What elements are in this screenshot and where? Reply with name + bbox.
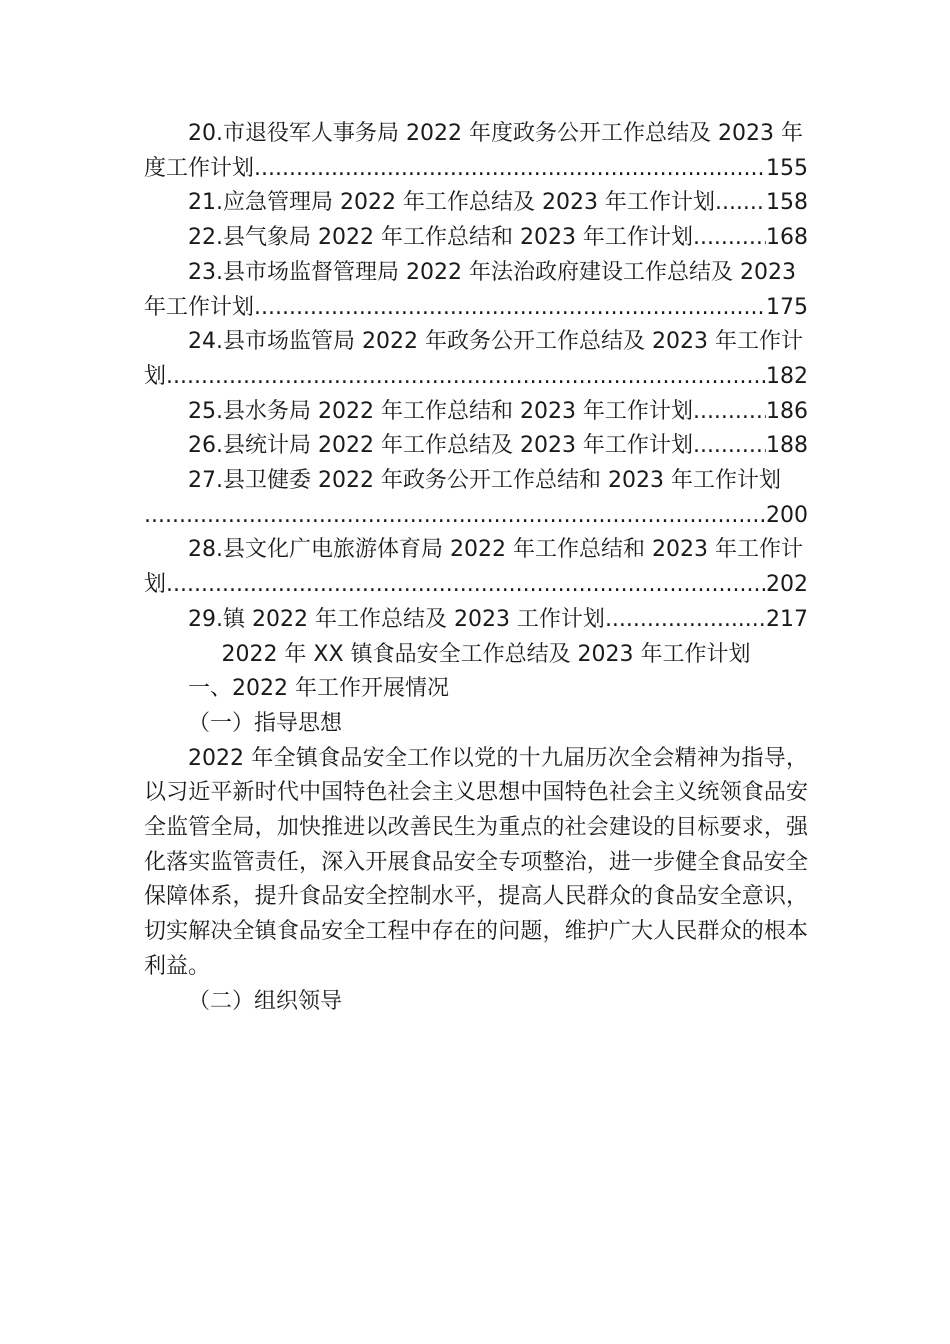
toc-entry-title-cont: 度工作计划: [144, 155, 255, 181]
toc-page-number: 186: [766, 398, 808, 424]
toc-entry-title: 25.县水务局 2022 年工作总结和 2023 年工作计划: [188, 398, 693, 424]
toc-entry-title-cont: 划: [144, 363, 167, 389]
toc-entry-20[interactable]: [144, 117, 808, 186]
toc-entry-line: [144, 221, 808, 256]
toc-entry-title: 28.县文化广电旅游体育局 2022 年工作总结和 2023 年工作计: [188, 537, 803, 563]
toc-page-number: 217: [766, 606, 808, 632]
subsection-heading: （一）指导思想: [188, 710, 343, 736]
toc-leader-dots: [605, 603, 766, 638]
toc-page-number: 155: [766, 155, 808, 181]
toc-leader-dots: [693, 221, 766, 256]
toc-entry-29[interactable]: [144, 603, 808, 638]
toc-entry-title: 27.县卫健委 2022 年政务公开工作总结和 2023 年工作计划: [188, 468, 781, 494]
subsection-heading: （二）组织领导: [188, 988, 343, 1014]
toc-page-number: 158: [766, 190, 808, 216]
toc-entry-25[interactable]: [144, 395, 808, 430]
document-title: 2022 年 XX 镇食品安全工作总结及 2023 年工作计划: [221, 641, 751, 667]
toc-entry-title: 23.县市场监督管理局 2022 年法治政府建设工作总结及 2023: [188, 259, 796, 285]
document-body: [144, 117, 808, 1019]
toc-entry-title: 26.县统计局 2022 年工作总结及 2023 年工作计划: [188, 433, 693, 459]
toc-leader-dots: [715, 186, 766, 221]
toc-leader-dots: [144, 499, 766, 534]
toc-entry-title: 20.市退役军人事务局 2022 年度政务公开工作总结及 2023 年: [188, 121, 803, 146]
toc-leader-dots: [166, 360, 766, 395]
toc-entry-22[interactable]: [144, 221, 808, 256]
body-paragraph: 2022 年全镇食品安全工作以党的十九届历次全会精神为指导，以习近平新时代中国特色社会主义思想中国特色社会主义统领食品安全监管全局，加快推进以改善民生为重点的社会建设的目标要求，强化落实监管责任，深入开展食品安全专项整治，进一步健全食品安全保障体系，提升食品安全控制水平，提高人民群众的食品安全意识，切实解决全镇食品安全工程中存在的问题，维护广大人民群众的根本利益。: [144, 745, 808, 979]
toc-entry-continuation: [144, 291, 808, 326]
toc-entry-title: 22.县气象局 2022 年工作总结和 2023 年工作计划: [188, 225, 693, 251]
toc-entry-continuation: [144, 152, 808, 187]
toc-entry-line: [144, 603, 808, 638]
toc-leader-dots: [166, 568, 766, 603]
toc-entry-title: 29.镇 2022 年工作总结及 2023 工作计划: [188, 606, 605, 632]
toc-entry-line: [144, 395, 808, 430]
toc-entry-line: [144, 429, 808, 464]
toc-page-number: 202: [766, 572, 808, 598]
toc-leader-dots: [693, 429, 766, 464]
toc-entry-21[interactable]: [144, 186, 808, 221]
toc-entry-line: [144, 186, 808, 221]
toc-entry-title-cont: 划: [144, 572, 167, 598]
toc-entry-title: 24.县市场监管局 2022 年政务公开工作总结及 2023 年工作计: [188, 329, 803, 355]
toc-entry-27[interactable]: [144, 464, 808, 533]
toc-leader-dots: [693, 395, 766, 430]
toc-leader-dots: [254, 291, 766, 326]
toc-page-number: 168: [766, 225, 808, 251]
toc-entry-24[interactable]: [144, 325, 808, 394]
toc-entry-23[interactable]: [144, 256, 808, 325]
toc-entry-title-cont: 年工作计划: [144, 294, 255, 320]
toc-leader-dots: [254, 152, 766, 187]
toc-entry-continuation: [144, 568, 808, 603]
toc-entry-continuation: [144, 360, 808, 395]
toc-entry-title: 21.应急管理局 2022 年工作总结及 2023 年工作计划: [188, 190, 715, 216]
toc-page-number: 175: [766, 294, 808, 320]
toc-entry-28[interactable]: [144, 533, 808, 602]
section-heading: 一、2022 年工作开展情况: [188, 676, 449, 702]
toc-entry-26[interactable]: [144, 429, 808, 464]
toc-page-number: 182: [766, 363, 808, 389]
toc-page-number: 200: [766, 502, 808, 528]
toc-page-number: 188: [766, 433, 808, 459]
toc-entry-continuation: [144, 499, 808, 534]
